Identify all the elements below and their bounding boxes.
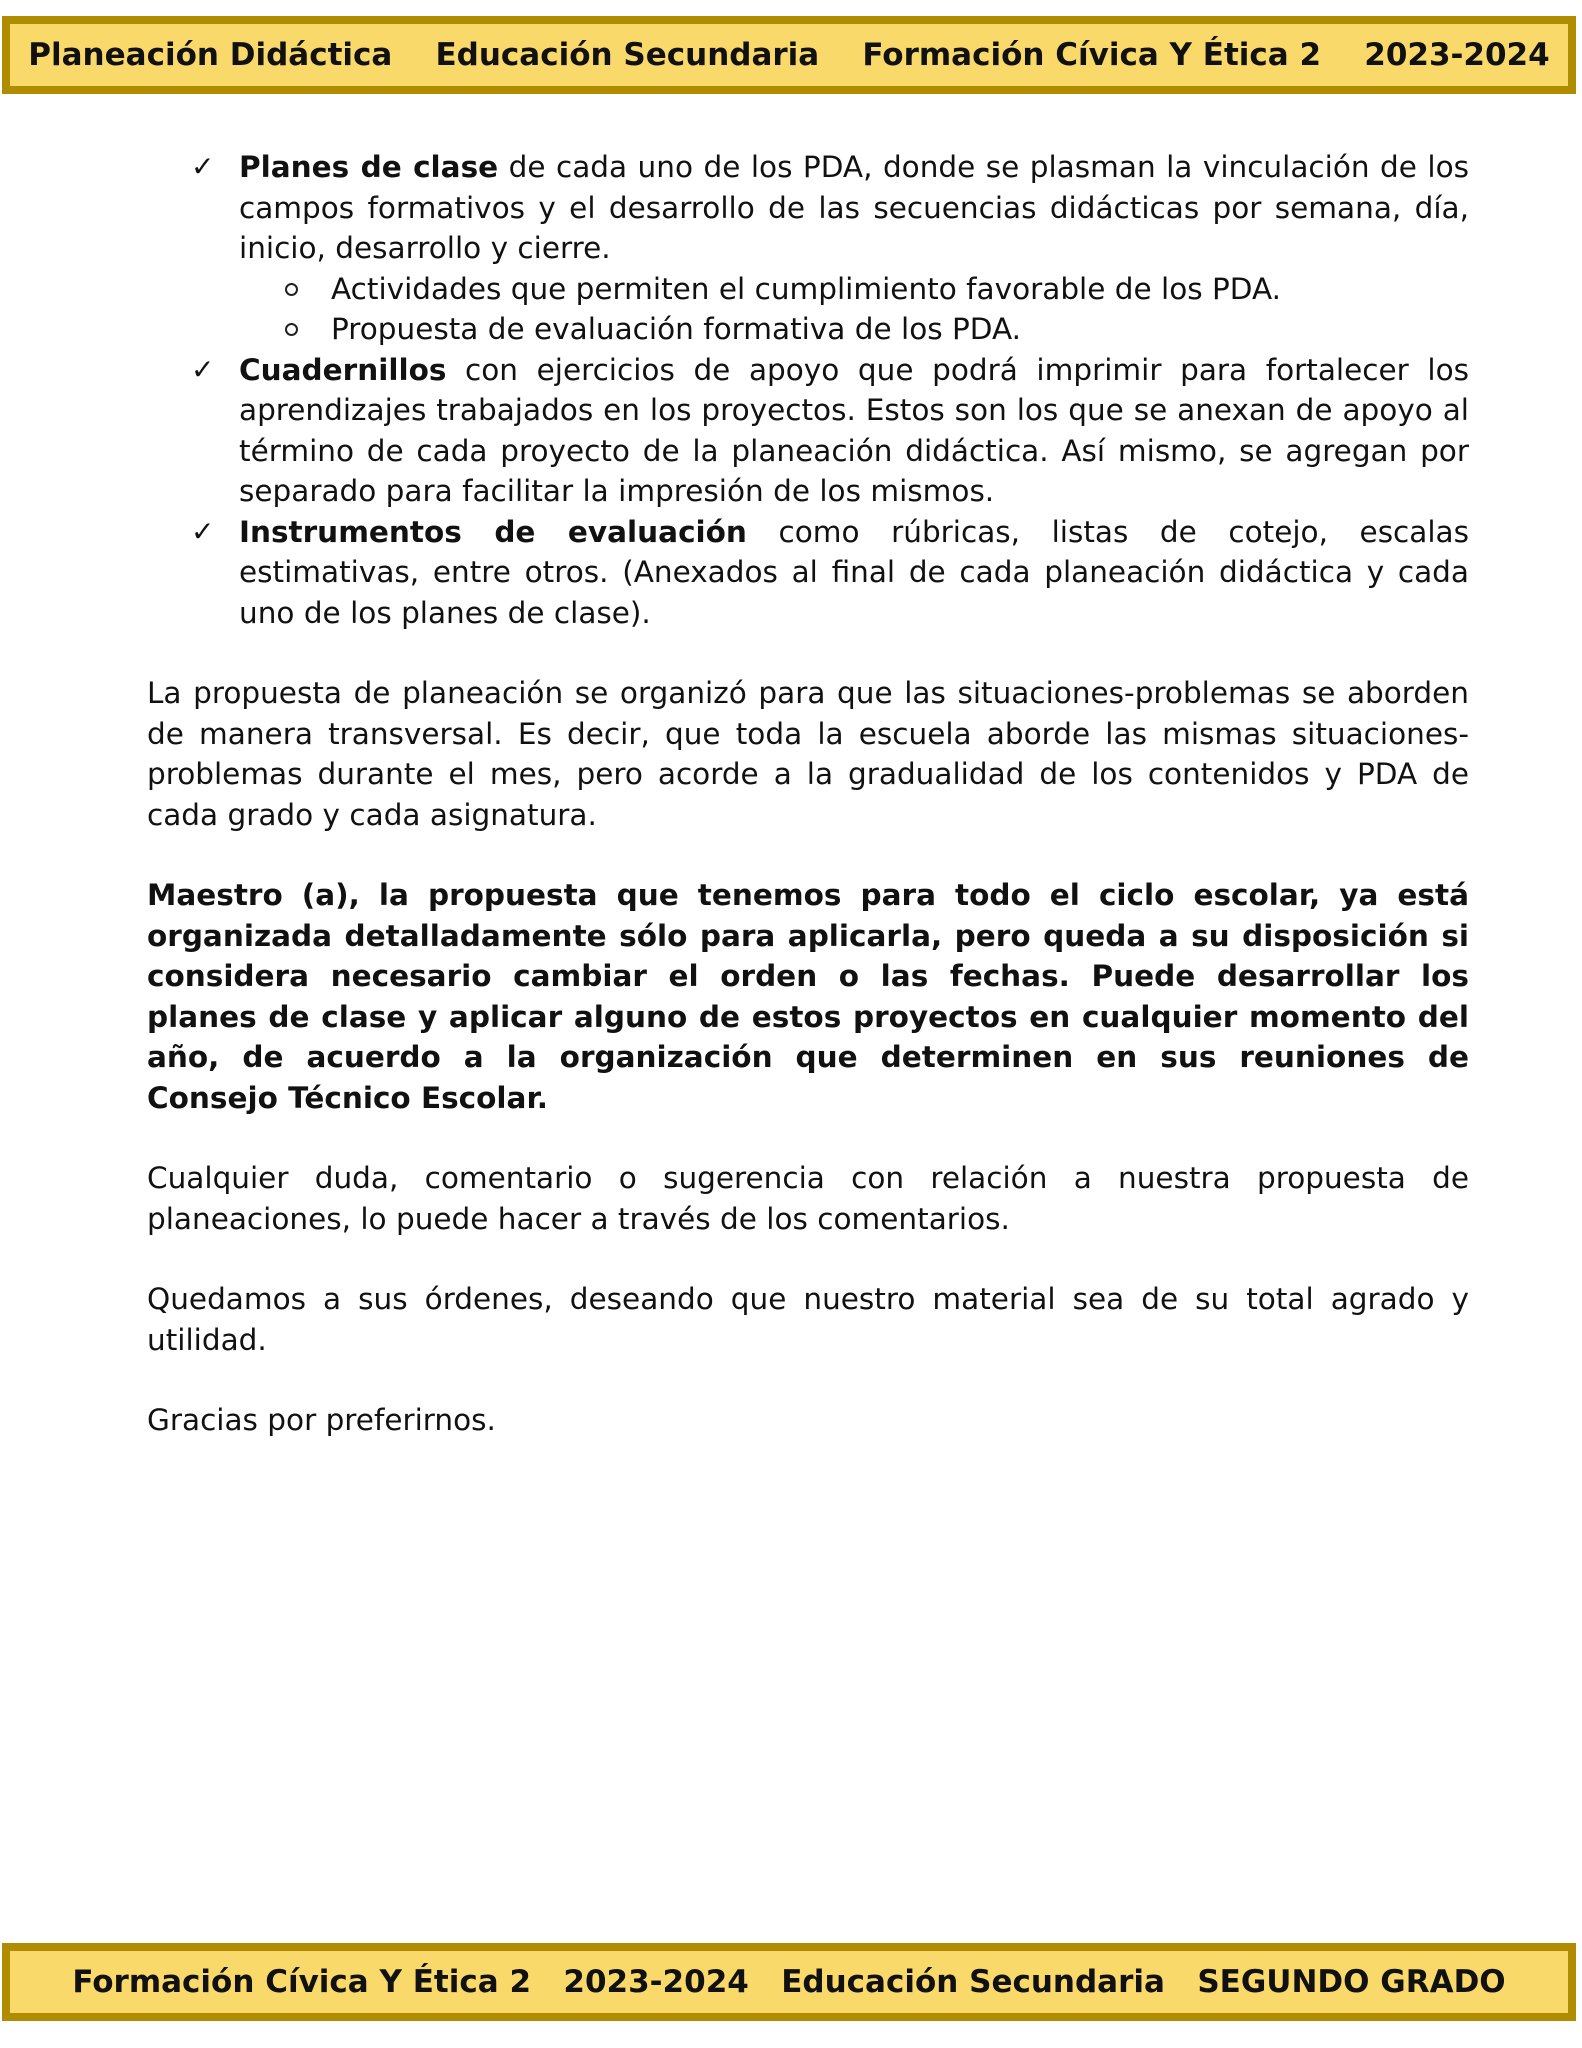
- resource-checklist: [147, 147, 1469, 633]
- header-text-3: Formación Cívica Y Ética 2: [862, 37, 1322, 73]
- sub-item-propuesta: [239, 309, 1469, 350]
- footer-text-2: 2023-2024: [563, 1964, 749, 2000]
- checklist-item-text: como rúbricas, listas de cotejo, escalas estimativas, entre otros. (Anexados al final de cada planeación didáctica y cada uno de los planes de clase).: [239, 514, 1469, 630]
- paragraph-questions: Cualquier duda, comentario o sugerencia con relación a nuestra propuesta de planeaciones, lo puede hacer a través de los comentarios.: [147, 1161, 1469, 1236]
- checklist-item-title: Instrumentos de evaluación: [239, 514, 747, 549]
- checklist-subitems-container: [147, 269, 1469, 350]
- header-text-4: 2023-2024: [1364, 37, 1550, 73]
- header-text-2: Educación Secundaria: [435, 37, 820, 73]
- checklist-item-title: Planes de clase: [239, 150, 499, 184]
- sub-item-text: Actividades que permiten el cumplimiento favorable de los PDA.: [331, 271, 1282, 306]
- footer-text-1: Formación Cívica Y Ética 2: [72, 1964, 532, 2000]
- check-icon: ✓: [191, 150, 215, 183]
- circle-bullet-icon: [285, 323, 298, 336]
- spacer: [147, 1118, 1469, 1158]
- checklist-item-cuadernillos: [147, 350, 1469, 512]
- bold-notice-text: Maestro (a), la propuesta que tenemos para todo el ciclo escolar, ya está organizada detalladamente sólo para aplicarla, pero queda a su disposición si considera necesario cambiar el orden o las fechas. Puede desarrollar los planes de clase y aplicar alguno de estos proyectos en cualquier momento del año, de acuerdo a la organización que determinen en sus reuniones de Consejo Técnico Escolar.: [147, 878, 1469, 1115]
- checklist-item-text: con ejercicios de apoyo que podrá imprimir para fortalecer los aprendizajes trabajados en los proyectos. Estos son los que se anexan de apoyo al término de cada proyecto de la planeación didáctica. Así mismo, se agregan por separado para facilitar la impresión de los mismos.: [239, 352, 1469, 508]
- closing-line: Gracias por preferirnos.: [147, 1403, 496, 1437]
- document-body: [147, 147, 1469, 1441]
- check-icon: ✓: [191, 514, 215, 548]
- footer-text-4: SEGUNDO GRADO: [1197, 1964, 1506, 2000]
- paragraph-transversal: La propuesta de planeación se organizó para que las situaciones-problemas se aborden de manera transversal. Es decir, que toda la escuela aborde las mismas situaciones-problemas durante el mes, pero acorde a la gradualidad de los contenidos y PDA de cada grado y cada asignatura.: [147, 676, 1469, 832]
- spacer: [147, 1360, 1469, 1400]
- page-footer: [2, 1943, 1576, 2021]
- check-icon: ✓: [191, 352, 215, 386]
- spacer: [147, 633, 1469, 673]
- paragraph-orders: Quedamos a sus órdenes, deseando que nuestro material sea de su total agrado y utilidad.: [147, 1282, 1469, 1357]
- spacer: [147, 1239, 1469, 1279]
- circle-bullet-icon: [285, 283, 298, 296]
- checklist-item-planes: [147, 147, 1469, 269]
- spacer: [147, 835, 1469, 875]
- sub-item-actividades: [239, 269, 1469, 310]
- sub-item-text: Propuesta de evaluación formativa de los PDA.: [331, 312, 1022, 346]
- header-text-1: Planeación Didáctica: [28, 37, 393, 73]
- checklist-item-instrumentos: [147, 512, 1469, 634]
- checklist-item-text: de cada uno de los PDA, donde se plasman la vinculación de los campos formativos y el desarrollo de las secuencias didácticas por semana, día, inicio, desarrollo y cierre.: [239, 150, 1470, 265]
- checklist-item-title: Cuadernillos: [239, 352, 447, 387]
- footer-text-3: Educación Secundaria: [781, 1964, 1165, 2000]
- page-header: [2, 16, 1576, 94]
- sub-list: [239, 269, 1469, 350]
- paragraph-teacher-notice: [147, 875, 1469, 1118]
